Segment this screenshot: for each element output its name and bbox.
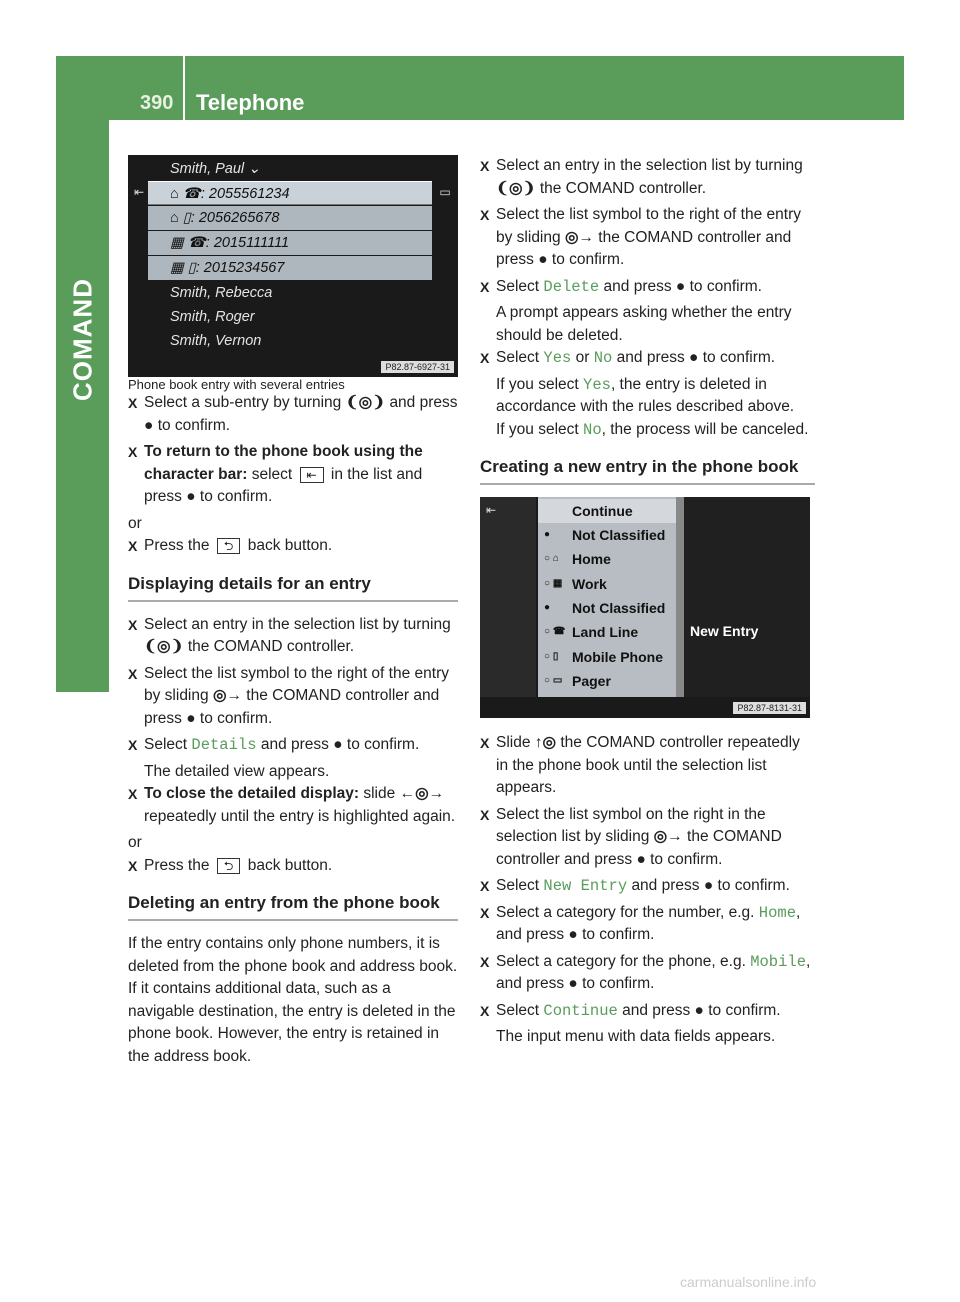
category-item: ● Not Classified [544, 527, 666, 543]
figure-tag: P82.87-6927-31 [381, 361, 454, 373]
step: X Select Delete and press ● to confirm. [480, 276, 815, 299]
contact-row: Smith, Vernon [170, 333, 262, 349]
result-note: The input menu with data fields appears. [496, 1028, 776, 1045]
char-bar-icon: ⇤ [133, 185, 145, 199]
page-number: 390 [140, 92, 174, 114]
category-item: ● Not Classified [544, 600, 666, 616]
bullet-icon: X [480, 158, 490, 174]
entry-row: ⌂ ▯: 2056265678 [148, 206, 432, 230]
step: X Select the list symbol on the right in the selection list by sliding ◎→ the COMAND controller and press ● to confirm. [480, 805, 782, 868]
step: X To close the detailed display: slide ←◎→ repeatedly until the entry is highlighted again. [128, 785, 456, 825]
right-pane [684, 497, 810, 697]
header-divider [183, 56, 185, 120]
step: X Select a category for the phone, e.g. Mobile, and press ● to confirm. [480, 952, 811, 992]
bullet-icon: X [128, 616, 138, 633]
bullet-icon: X [480, 735, 490, 751]
section-side-tab [56, 120, 109, 692]
char-bar-icon: ⇤ [486, 503, 497, 517]
bullet-icon: X [128, 395, 138, 411]
contact-row: Smith, Roger [170, 309, 255, 325]
step: X Select Details and press ● to confirm. [128, 734, 458, 757]
back-icon: ⮌ [217, 538, 241, 554]
result-note: If you select No, the process will be canceled. [496, 420, 809, 439]
result-note: The detailed view appears. [144, 762, 330, 780]
section-heading: Creating a new entry in the phone book [480, 457, 815, 485]
step: X Select the list symbol to the right of the entry by sliding ◎→ the COMAND controller and press ● to confirm. [480, 206, 801, 268]
category-item: ○ ▭ Pager [544, 673, 611, 689]
section-heading: Displaying details for an entry [128, 574, 458, 602]
char-bar-icon: ⇤ [300, 467, 324, 483]
bullet-icon: X [480, 953, 490, 970]
contact-name: Smith, Paul ⌄ [170, 161, 261, 177]
result-note: A prompt appears asking whether the entry should be deleted. [496, 304, 792, 344]
bullet-icon: X [480, 806, 490, 823]
section-heading: Deleting an entry from the phone book [128, 893, 458, 921]
watermark: carmanualsonline.info [680, 1274, 817, 1290]
paragraph: If it contains additional data, such as a navigable destination, the entry is deleted in the phone book. However, the entry is retained in the address book. [128, 980, 456, 1065]
bullet-icon: X [480, 207, 490, 223]
list-symbol-icon: ▭ [439, 185, 451, 199]
bullet-icon: X [128, 665, 138, 682]
step: X Press the ⮌ back button. [128, 535, 458, 558]
phonebook-entry-screenshot [128, 155, 458, 377]
back-icon: ⮌ [217, 858, 241, 874]
bullet-icon: X [128, 737, 138, 753]
entry-row: ▦ ▯: 2015234567 [148, 256, 432, 280]
new-entry-screenshot [480, 497, 810, 718]
or-text: or [128, 514, 142, 532]
category-item: ○ ▦ Work [544, 576, 607, 592]
step: X Select a category for the number, e.g. Home, and press ● to confirm. [480, 903, 801, 943]
step: X Slide ↑◎ the COMAND controller repeatedly in the phone book until the selection list appears. [480, 734, 800, 796]
page-title: Telephone [196, 90, 305, 115]
step: X Select Continue and press ● to confirm. [480, 1000, 815, 1023]
bullet-icon: X [128, 786, 138, 802]
figure-tag: P82.87-8131-31 [733, 702, 806, 714]
page-header [56, 56, 904, 120]
figure-caption: Phone book entry with several entries [128, 377, 345, 392]
category-item: ○ ⌂ Home [544, 551, 611, 567]
contact-row: Smith, Rebecca [170, 285, 273, 301]
scrollbar [676, 497, 684, 697]
step: X Select an entry in the selection list by turning ❨◎❩ the COMAND controller. [480, 157, 803, 197]
left-pane [480, 497, 536, 697]
continue-item: Continue [538, 499, 676, 523]
entry-row: ⌂ ☎: 2055561234 [148, 181, 432, 205]
step: X Select New Entry and press ● to confirm. [480, 875, 815, 898]
step: X To return to the phone book using the character bar: select ⇤ in the list and press ● to confirm. [128, 443, 423, 505]
new-entry-item: New Entry [690, 623, 759, 639]
entry-row: ▦ ☎: 2015111111 [148, 231, 432, 255]
paragraph: If the entry contains only phone numbers, it is deleted from the phone book and address book. [128, 935, 458, 975]
or-text: or [128, 834, 142, 851]
step: X Select an entry in the selection list by turning ❨◎❩ the COMAND controller. [128, 615, 451, 655]
bullet-icon: X [480, 350, 490, 366]
bullet-icon: X [480, 904, 490, 921]
step: X Press the ⮌ back button. [128, 855, 458, 878]
category-item: ○ ▯ Mobile Phone [544, 649, 663, 665]
bullet-icon: X [480, 1002, 490, 1019]
step: X Select the list symbol to the right of the entry by sliding ◎→ the COMAND controller and press ● to confirm. [128, 664, 449, 727]
right-column [480, 155, 815, 1049]
section-label: COMAND [67, 278, 98, 402]
category-item: ○ ☎ Land Line [544, 624, 639, 640]
bullet-icon: X [480, 278, 490, 295]
left-column [128, 155, 458, 1068]
bullet-icon: X [128, 444, 138, 460]
step: X Select Yes or No and press ● to confirm. [480, 347, 815, 370]
bullet-icon: X [480, 878, 490, 894]
bullet-icon: X [128, 857, 138, 874]
step: X Select a sub-entry by turning ❨◎❩ and press ● to confirm. [128, 394, 458, 434]
result-note: If you select Yes, the entry is deleted in accordance with the rules described above. [496, 375, 795, 415]
bullet-icon: X [128, 538, 138, 554]
